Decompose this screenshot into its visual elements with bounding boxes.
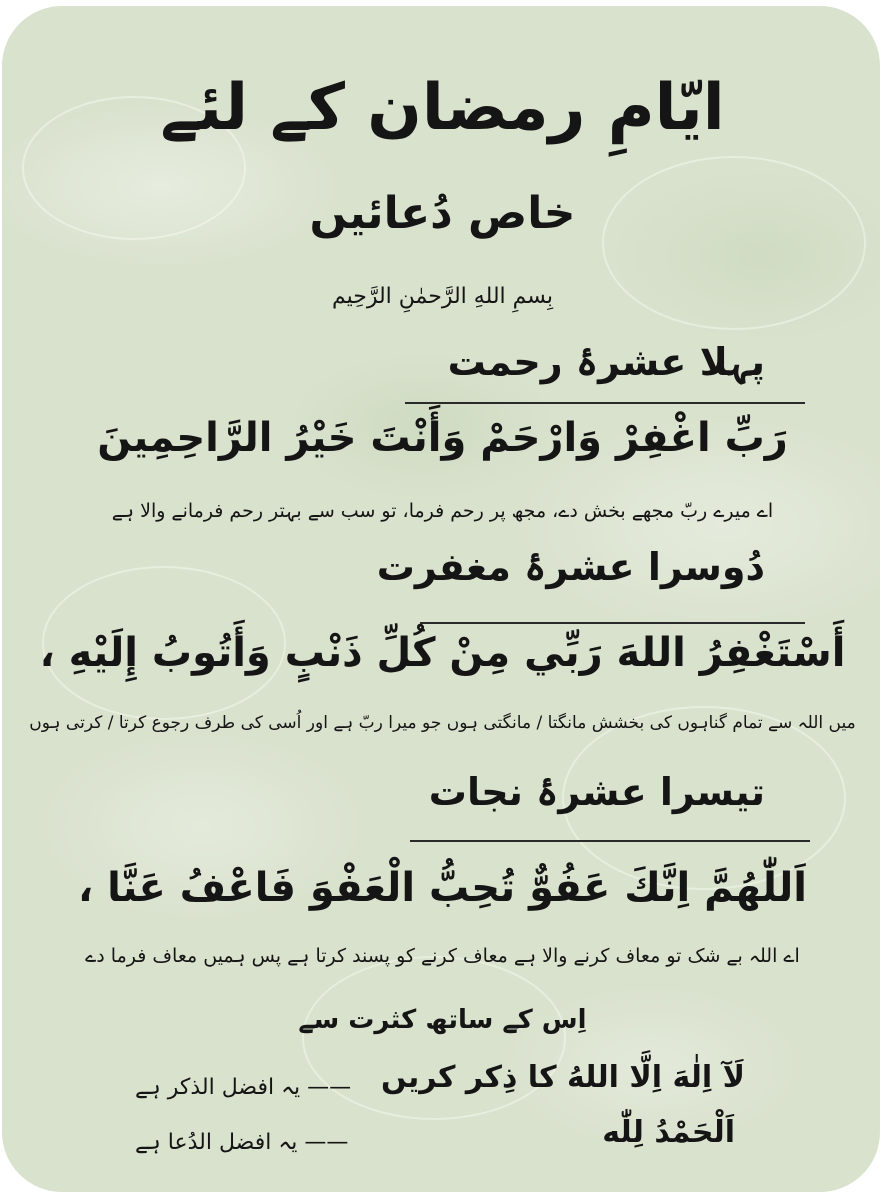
kalima1-suffix: —— یہ افضل الذکر ہے — [135, 1075, 352, 1100]
section1-heading: پہلا عشرۂ رحمت — [447, 340, 765, 384]
page-subtitle: خاص دُعائیں — [309, 188, 576, 239]
section1-dua: رَبِّ اغْفِرْ وَارْحَمْ وَأَنْتَ خَيْرُ الرَّاحِمِينَ — [97, 415, 788, 461]
section1-translation: اے میرے ربّ مجھے بخش دے، مجھ پر رحم فرما، تو سب سے بہتر رحم فرمانے والا ہے — [111, 500, 774, 522]
section3-heading: تیسرا عشرۂ نجات — [428, 770, 765, 814]
page-title: ایّامِ رمضان کے لئے — [160, 71, 725, 145]
dhikr-note: اِس کے ساتھ کثرت سے — [298, 1005, 587, 1035]
section2-dua: أَسْتَغْفِرُ اللهَ رَبِّي مِنْ كُلِّ ذَنْبٍ وَأَتُوبُ إِلَيْهِ ، — [39, 630, 846, 676]
kalima2-suffix: —— یہ افضل الدُعا ہے — [135, 1130, 349, 1155]
section2-divider — [420, 622, 805, 624]
section3-divider — [410, 840, 810, 842]
section1-divider — [405, 402, 805, 404]
section3-dua: اَللّٰهُمَّ اِنَّكَ عَفُوٌّ تُحِبُّ الْعَفْوَ فَاعْفُ عَنَّا ، — [78, 865, 807, 911]
section2-translation: میں اللہ سے تمام گناہوں کی بخشش مانگتا / مانگتی ہوں جو میرا ربّ ہے اور اُسی کی طرف رجوع کرتا / کرتی ہوں — [29, 713, 856, 733]
kalima2-text: اَلْحَمْدُ لِلّٰه — [602, 1115, 735, 1150]
kalima1-text: لَآ اِلٰهَ اِلَّا اللهُ کا ذِکر کریں — [381, 1060, 745, 1095]
section3-translation: اے اللہ بے شک تو معاف کرنے والا ہے معاف کرنے کو پسند کرتا ہے پس ہمیں معاف فرما دے — [85, 945, 800, 967]
section2-heading: دُوسرا عشرۂ مغفرت — [376, 545, 765, 589]
bismillah: بِسمِ اللهِ الرَّحمٰنِ الرَّحِيم — [331, 284, 554, 309]
